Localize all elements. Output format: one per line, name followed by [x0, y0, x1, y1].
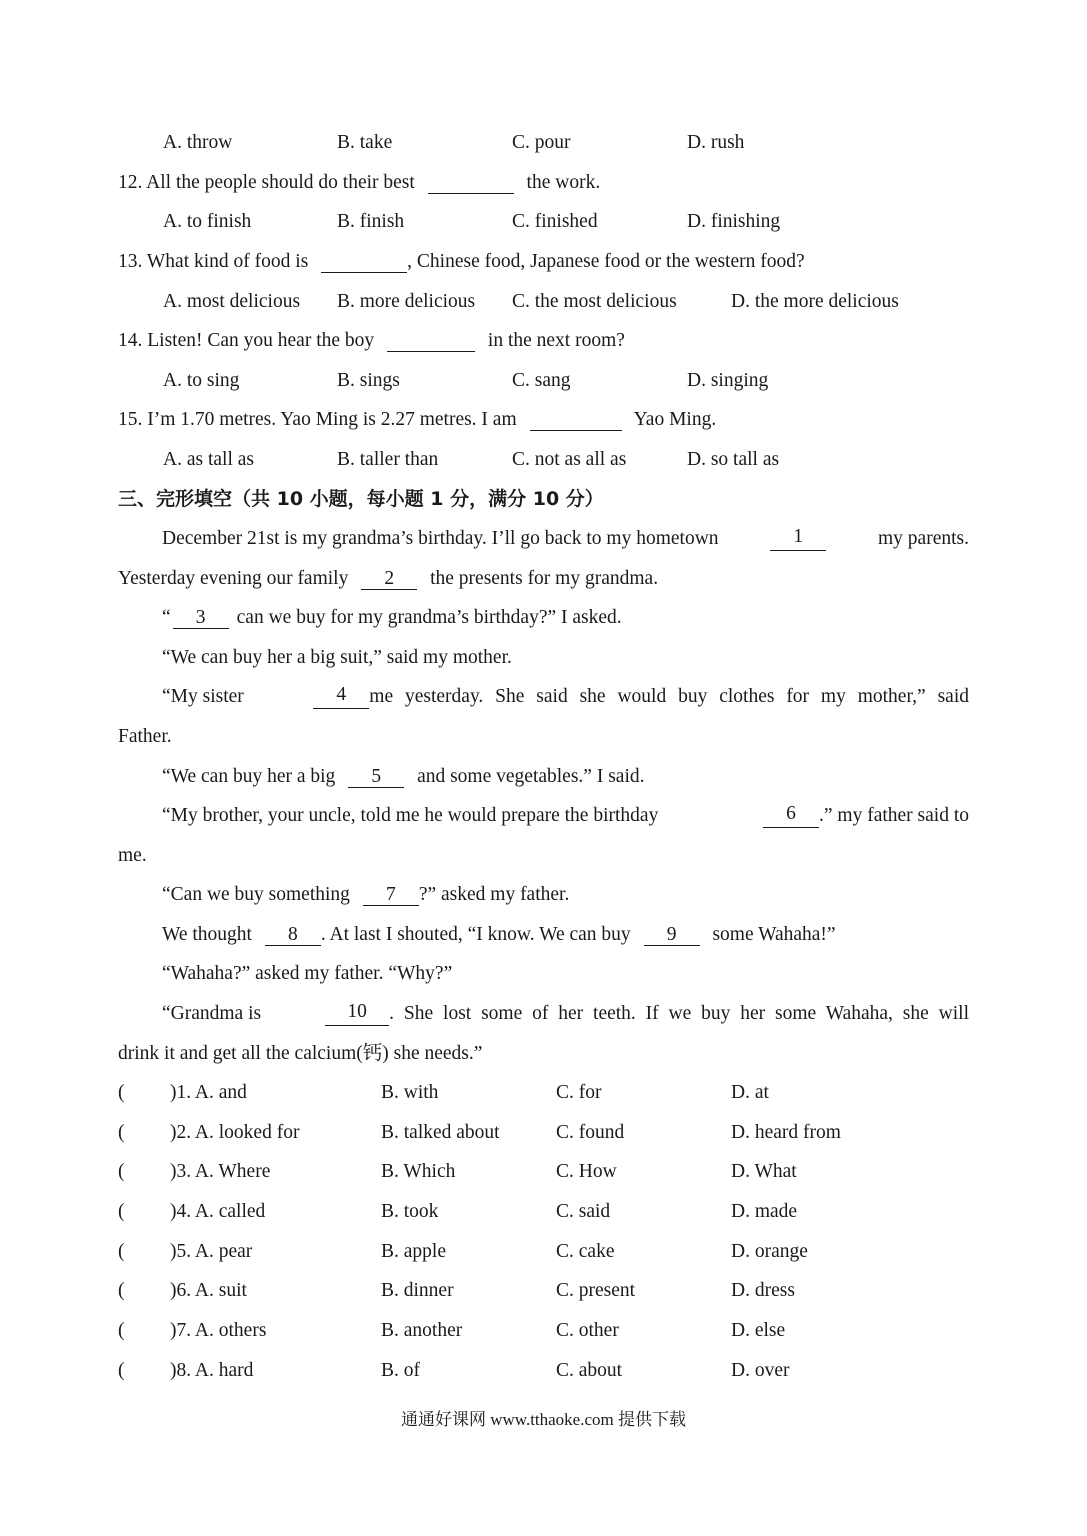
passage-text: . At last I shouted, “I know. We can buy [320, 924, 631, 945]
question-12 [118, 171, 600, 195]
answer-paren[interactable]: ( [118, 1082, 125, 1103]
option-d: D. else [731, 1320, 786, 1341]
page-footer: 通通好课网 www.tthaoke.com 提供下载 [400, 1410, 687, 1429]
option-d: D. dress [731, 1280, 795, 1301]
option-d: D. What [731, 1161, 797, 1182]
option-b: B. sings [337, 370, 400, 391]
question-text: Yao Ming. [633, 409, 717, 430]
passage-line: me. [118, 845, 147, 866]
option-d: D. at [731, 1082, 769, 1103]
passage-line [162, 883, 569, 907]
passage-text: my parents. [878, 528, 969, 549]
option-c: C. How [556, 1161, 617, 1182]
question-text: 14. Listen! Can you hear the boy [118, 330, 375, 351]
passage-line [162, 923, 836, 947]
passage-line: Father. [118, 726, 172, 747]
option-c: C. not as all as [512, 449, 627, 470]
option-d: D. orange [731, 1241, 808, 1262]
question-14 [118, 329, 625, 353]
option-a: )8. A. hard [170, 1360, 254, 1381]
passage-text: ?” asked my father. [418, 884, 570, 905]
question-text: in the next room? [487, 330, 625, 351]
answer-blank[interactable] [387, 331, 475, 352]
question-13 [118, 250, 805, 274]
option-c: C. for [556, 1082, 602, 1103]
passage-text: “ [162, 607, 171, 628]
answer-blank[interactable] [321, 252, 407, 273]
option-a: )2. A. looked for [170, 1122, 300, 1143]
option-b: B. took [381, 1201, 439, 1222]
option-c: C. finished [512, 211, 598, 232]
passage-line [162, 1002, 969, 1026]
option-b: B. more delicious [337, 291, 476, 312]
passage-text: “Can we buy something [162, 884, 350, 905]
option-b: B. of [381, 1360, 420, 1381]
question-text: 15. I’m 1.70 metres. Yao Ming is 2.27 metres. I am [118, 409, 517, 430]
question-15 [118, 408, 716, 432]
option-b: B. take [337, 132, 393, 153]
answer-paren[interactable]: ( [118, 1161, 125, 1182]
passage-line [162, 804, 969, 828]
option-c: C. cake [556, 1241, 615, 1262]
passage-text: . She lost some of her teeth. If we buy her some Wahaha, she will [389, 1003, 969, 1024]
passage-text: “We can buy her a big [162, 766, 336, 787]
option-d: D. finishing [687, 211, 781, 232]
option-d: D. heard from [731, 1122, 841, 1143]
option-b: B. Which [381, 1161, 456, 1182]
option-a: A. as tall as [163, 449, 254, 470]
question-text: the work. [526, 172, 601, 193]
option-a: )5. A. pear [170, 1241, 253, 1262]
cloze-blank-10[interactable]: 10 [325, 1002, 389, 1026]
option-d: D. so tall as [687, 449, 780, 470]
option-c: C. the most delicious [512, 291, 677, 312]
passage-text: We thought [162, 924, 252, 945]
passage-line [162, 685, 969, 709]
cloze-blank-3[interactable]: 3 [173, 608, 229, 629]
option-a: A. to sing [163, 370, 240, 391]
answer-paren[interactable]: ( [118, 1280, 125, 1301]
passage-text: “Grandma is [162, 1003, 262, 1024]
question-text: , Chinese food, Japanese food or the western food? [407, 251, 805, 272]
passage-line [162, 527, 969, 551]
option-d: D. over [731, 1360, 790, 1381]
answer-blank[interactable] [530, 410, 622, 431]
option-b: B. apple [381, 1241, 446, 1262]
answer-blank[interactable] [428, 173, 514, 194]
answer-paren[interactable]: ( [118, 1320, 125, 1341]
option-b: B. finish [337, 211, 405, 232]
option-c: C. said [556, 1201, 611, 1222]
passage-line [162, 765, 644, 789]
cloze-blank-5[interactable]: 5 [348, 767, 404, 788]
cloze-blank-4[interactable]: 4 [313, 685, 369, 709]
option-b: B. dinner [381, 1280, 454, 1301]
passage-text: .” my father said to [819, 805, 969, 826]
option-a: A. throw [163, 132, 233, 153]
option-b: B. another [381, 1320, 463, 1341]
passage-text: “My brother, your uncle, told me he would prepare the birthday [162, 805, 659, 826]
passage-line [162, 606, 622, 630]
option-c: C. other [556, 1320, 619, 1341]
answer-paren[interactable]: ( [118, 1241, 125, 1262]
passage-text: the presents for my grandma. [430, 568, 659, 589]
option-c: C. sang [512, 370, 571, 391]
passage-text: and some vegetables.” I said. [417, 766, 645, 787]
option-a: )4. A. called [170, 1201, 266, 1222]
passage-text: can we buy for my grandma’s birthday?” I asked. [236, 607, 622, 628]
option-d: D. the more delicious [731, 291, 899, 312]
passage-line: “We can buy her a big suit,” said my mother. [162, 647, 512, 668]
option-a: )7. A. others [170, 1320, 267, 1341]
passage-text: me yesterday. She said she would buy clothes for my mother,” said [369, 686, 969, 707]
question-text: 12. All the people should do their best [118, 172, 415, 193]
option-a: )3. A. Where [170, 1161, 271, 1182]
passage-line [118, 567, 658, 591]
passage-text: some Wahaha!” [712, 924, 836, 945]
option-c: C. about [556, 1360, 623, 1381]
option-d: D. singing [687, 370, 769, 391]
passage-text: “My sister [162, 686, 244, 707]
passage-line: “Wahaha?” asked my father. “Why?” [162, 963, 453, 984]
passage-text: Yesterday evening our family [118, 568, 349, 589]
cloze-blank-1[interactable]: 1 [770, 527, 826, 551]
option-b: B. with [381, 1082, 439, 1103]
option-a: )6. A. suit [170, 1280, 247, 1301]
passage-text: December 21st is my grandma’s birthday. I’ll go back to my hometown [162, 528, 719, 549]
answer-paren[interactable]: ( [118, 1201, 125, 1222]
answer-paren[interactable]: ( [118, 1122, 125, 1143]
cloze-blank-8[interactable]: 8 [265, 925, 321, 946]
cloze-blank-9[interactable]: 9 [644, 925, 700, 946]
option-b: B. talked about [381, 1122, 500, 1143]
option-c: C. pour [512, 132, 571, 153]
option-a: A. to finish [163, 211, 252, 232]
answer-paren[interactable]: ( [118, 1360, 125, 1381]
option-d: D. made [731, 1201, 798, 1222]
option-d: D. rush [687, 132, 745, 153]
cloze-blank-6[interactable]: 6 [763, 804, 819, 828]
option-b: B. taller than [337, 449, 439, 470]
option-c: C. present [556, 1280, 636, 1301]
option-c: C. found [556, 1122, 625, 1143]
section-heading: 三、完形填空（共 10 小题，每小题 1 分，满分 10 分） [118, 488, 604, 510]
option-a: A. most delicious [163, 291, 301, 312]
question-text: 13. What kind of food is [118, 251, 309, 272]
passage-line: drink it and get all the calcium(钙) she needs.” [118, 1043, 483, 1064]
cloze-blank-7[interactable]: 7 [363, 885, 419, 906]
cloze-blank-2[interactable]: 2 [361, 569, 417, 590]
option-a: )1. A. and [170, 1082, 247, 1103]
